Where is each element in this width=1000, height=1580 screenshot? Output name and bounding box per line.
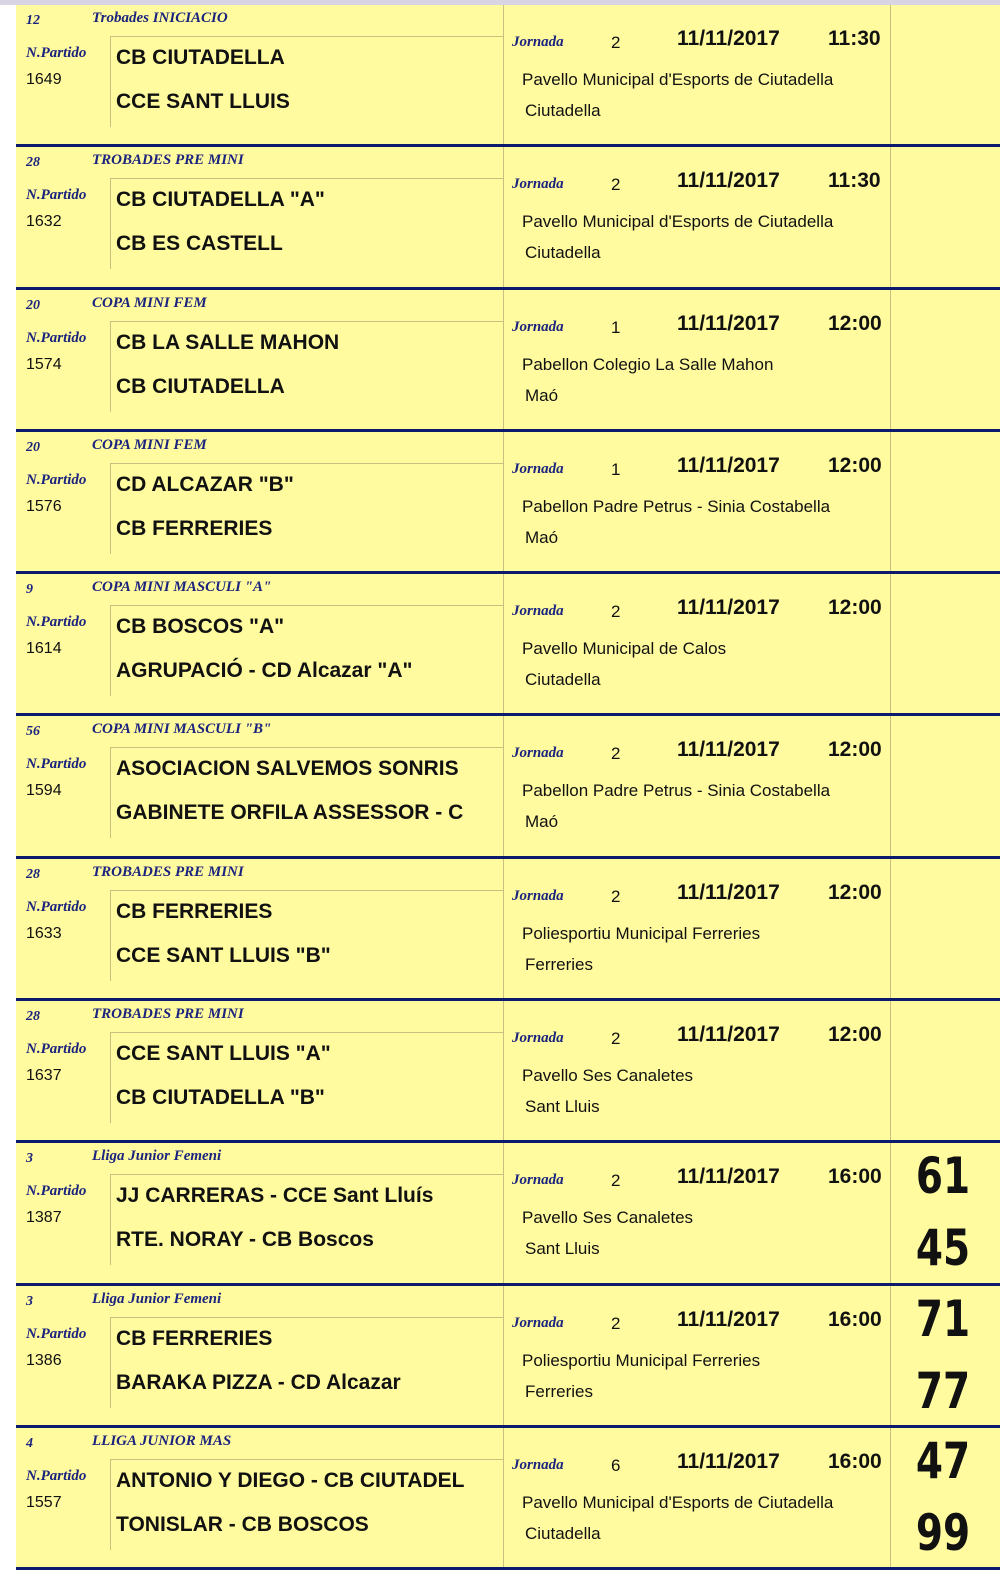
venue: Pavello Municipal d'Esports de Ciutadella <box>522 70 834 89</box>
match-number: 1387 <box>26 1209 62 1227</box>
jornada-label: Jornada <box>512 745 564 762</box>
category-number: 20 <box>26 439 40 455</box>
match-number: 1576 <box>26 497 62 515</box>
n-partido-label: N.Partido <box>26 329 87 346</box>
category-number: 4 <box>26 1435 33 1451</box>
n-partido-label: N.Partido <box>26 898 87 915</box>
match-number: 1633 <box>26 924 62 942</box>
divider <box>110 605 503 606</box>
match-time: 11:30 <box>828 27 881 50</box>
match-date: 11/11/2017 <box>677 1023 780 1047</box>
home-team: CD ALCAZAR "B" <box>116 472 294 496</box>
jornada-number: 2 <box>611 744 621 764</box>
city: Sant Lluis <box>525 1097 600 1117</box>
match-date: 11/11/2017 <box>677 596 780 620</box>
divider <box>110 1033 111 1123</box>
jornada-label: Jornada <box>512 603 564 620</box>
category-name: TROBADES PRE MINI <box>92 152 244 169</box>
match-date: 11/11/2017 <box>677 27 780 50</box>
home-team: CB LA SALLE MAHON <box>116 330 340 354</box>
category-number: 9 <box>26 582 33 598</box>
city: Ferreries <box>525 1381 594 1401</box>
city: Maó <box>525 385 559 405</box>
city: Ciutadella <box>525 670 601 690</box>
divider <box>503 5 504 144</box>
match-time: 12:00 <box>828 453 882 477</box>
match-date: 11/11/2017 <box>677 1165 780 1189</box>
match-number: 1637 <box>26 1067 62 1085</box>
match-card[interactable] <box>16 432 1000 574</box>
match-number: 1649 <box>26 71 62 88</box>
match-date: 11/11/2017 <box>677 453 780 477</box>
jornada-number: 2 <box>611 886 621 906</box>
away-team: GABINETE ORFILA ASSESSOR - C <box>116 801 464 825</box>
jornada-label: Jornada <box>512 460 564 477</box>
jornada-number: 1 <box>611 459 621 479</box>
match-time: 11:30 <box>828 169 881 193</box>
category-number: 3 <box>26 1151 33 1167</box>
divider <box>110 748 111 838</box>
divider <box>110 747 503 748</box>
jornada-number: 2 <box>611 1171 621 1191</box>
category-name: COPA MINI FEM <box>92 294 207 311</box>
city: Sant Lluis <box>525 1239 600 1259</box>
match-time: 12:00 <box>828 738 882 762</box>
jornada-label: Jornada <box>512 1314 564 1331</box>
category-name: Trobades INICIACIO <box>92 10 228 26</box>
match-list <box>16 5 1000 1570</box>
jornada-number: 2 <box>611 175 621 195</box>
match-card[interactable] <box>16 290 1000 432</box>
divider <box>503 1428 504 1567</box>
away-team: AGRUPACIÓ - CD Alcazar "A" <box>116 659 413 683</box>
match-time: 16:00 <box>828 1307 882 1331</box>
n-partido-label: N.Partido <box>26 1325 87 1342</box>
jornada-label: Jornada <box>512 1030 564 1047</box>
divider <box>503 1001 504 1140</box>
away-team: TONISLAR - CB BOSCOS <box>116 1512 369 1536</box>
divider <box>890 1143 891 1282</box>
jornada-label: Jornada <box>512 1456 564 1473</box>
n-partido-label: N.Partido <box>26 614 87 631</box>
divider <box>110 322 111 412</box>
city: Ferreries <box>525 954 594 974</box>
n-partido-label: N.Partido <box>26 471 87 488</box>
match-date: 11/11/2017 <box>677 169 780 193</box>
category-name: COPA MINI FEM <box>92 436 207 453</box>
match-card[interactable] <box>16 5 1000 147</box>
venue: Pavello Ses Canaletes <box>522 1208 694 1228</box>
city: Ciutadella <box>525 243 601 263</box>
divider <box>503 716 504 855</box>
n-partido-label: N.Partido <box>26 1041 87 1058</box>
divider <box>110 1459 503 1460</box>
n-partido-label: N.Partido <box>26 45 87 61</box>
divider <box>110 890 503 891</box>
home-score: 47 <box>915 1431 971 1490</box>
n-partido-label: N.Partido <box>26 756 87 773</box>
divider <box>503 290 504 429</box>
category-name: LLIGA JUNIOR MAS <box>92 1432 232 1449</box>
match-card[interactable] <box>16 716 1000 858</box>
category-number: 28 <box>26 155 40 171</box>
away-score: 99 <box>915 1503 971 1562</box>
match-time: 16:00 <box>828 1449 882 1473</box>
category-name: COPA MINI MASCULI "A" <box>92 579 272 596</box>
divider <box>890 5 891 144</box>
category-number: 56 <box>26 724 40 740</box>
match-date: 11/11/2017 <box>677 311 780 335</box>
city: Maó <box>525 812 559 832</box>
divider <box>503 432 504 571</box>
match-time: 16:00 <box>828 1165 882 1189</box>
home-team: ANTONIO Y DIEGO - CB CIUTADEL <box>116 1468 465 1492</box>
match-time: 12:00 <box>828 596 882 620</box>
match-number: 1557 <box>26 1493 62 1511</box>
divider <box>110 1460 111 1550</box>
category-number: 28 <box>26 866 40 882</box>
category-name: Lliga Junior Femeni <box>92 1290 222 1307</box>
divider <box>110 321 503 322</box>
divider <box>890 432 891 571</box>
match-card[interactable] <box>16 1001 1000 1143</box>
match-number: 1594 <box>26 782 62 800</box>
away-team: RTE. NORAY - CB Boscos <box>116 1228 374 1252</box>
home-team: CB CIUTADELLA <box>116 46 285 69</box>
venue: Pabellon Padre Petrus - Sinia Costabella <box>522 781 831 801</box>
jornada-number: 2 <box>611 1029 621 1049</box>
venue: Pabellon Colegio La Salle Mahon <box>522 354 774 374</box>
n-partido-label: N.Partido <box>26 1183 87 1200</box>
home-score: 71 <box>915 1289 971 1348</box>
divider <box>110 178 503 179</box>
divider <box>890 1286 891 1425</box>
venue: Poliesportiu Municipal Ferreries <box>522 923 761 943</box>
home-score: 61 <box>915 1147 971 1206</box>
category-number: 3 <box>26 1293 33 1309</box>
venue: Poliesportiu Municipal Ferreries <box>522 1350 761 1370</box>
divider <box>110 463 503 464</box>
category-name: COPA MINI MASCULI "B" <box>92 721 272 738</box>
match-card[interactable] <box>16 859 1000 1001</box>
jornada-number: 2 <box>611 602 621 622</box>
divider <box>890 716 891 855</box>
home-team: CB BOSCOS "A" <box>116 615 285 639</box>
category-name: Lliga Junior Femeni <box>92 1148 222 1165</box>
away-score: 77 <box>915 1361 971 1420</box>
away-score: 45 <box>915 1219 971 1278</box>
divider <box>110 36 503 37</box>
match-time: 12:00 <box>828 1023 882 1047</box>
match-card[interactable] <box>16 147 1000 289</box>
match-time: 12:00 <box>828 880 882 904</box>
match-number: 1632 <box>26 213 62 231</box>
venue: Pavello Municipal de Calos <box>522 639 727 659</box>
n-partido-label: N.Partido <box>26 1467 87 1484</box>
match-card[interactable] <box>16 574 1000 716</box>
divider <box>110 891 111 981</box>
category-number: 12 <box>26 13 40 28</box>
jornada-label: Jornada <box>512 887 564 904</box>
divider <box>890 574 891 713</box>
match-card[interactable] <box>16 1286 1000 1428</box>
away-team: CCE SANT LLUIS "B" <box>116 943 331 967</box>
divider <box>110 1032 503 1033</box>
away-team: CB CIUTADELLA "B" <box>116 1086 325 1110</box>
category-number: 20 <box>26 297 40 313</box>
venue: Pavello Municipal d'Esports de Ciutadella <box>522 212 834 232</box>
city: Maó <box>525 527 559 547</box>
match-card[interactable] <box>16 1143 1000 1285</box>
divider <box>110 179 111 269</box>
away-team: CCE SANT LLUIS <box>116 90 290 113</box>
divider <box>503 147 504 286</box>
match-date: 11/11/2017 <box>677 738 780 762</box>
home-team: CB CIUTADELLA "A" <box>116 188 325 212</box>
match-date: 11/11/2017 <box>677 880 780 904</box>
divider <box>110 1174 503 1175</box>
divider <box>890 859 891 998</box>
jornada-number: 6 <box>611 1455 621 1475</box>
home-team: ASOCIACION SALVEMOS SONRIS <box>116 757 459 781</box>
category-name: TROBADES PRE MINI <box>92 863 244 880</box>
away-team: BARAKA PIZZA - CD Alcazar <box>116 1370 401 1394</box>
category-name: TROBADES PRE MINI <box>92 1006 244 1023</box>
jornada-number: 2 <box>611 1313 621 1333</box>
home-team: JJ CARRERAS - CCE Sant Lluís <box>116 1184 434 1208</box>
jornada-number: 1 <box>611 317 621 337</box>
divider <box>890 1428 891 1567</box>
divider <box>503 859 504 998</box>
home-team: CCE SANT LLUIS "A" <box>116 1042 331 1066</box>
home-team: CB FERRERIES <box>116 1326 273 1350</box>
divider <box>890 1001 891 1140</box>
city: Ciutadella <box>525 1523 601 1543</box>
divider <box>503 574 504 713</box>
match-number: 1574 <box>26 355 62 373</box>
match-date: 11/11/2017 <box>677 1449 780 1473</box>
divider <box>110 1175 111 1265</box>
divider <box>110 1317 503 1318</box>
n-partido-label: N.Partido <box>26 187 87 204</box>
away-team: CB FERRERIES <box>116 516 273 540</box>
home-team: CB FERRERIES <box>116 899 273 923</box>
away-team: CB CIUTADELLA <box>116 374 285 398</box>
venue: Pavello Municipal d'Esports de Ciutadella <box>522 1492 834 1512</box>
divider <box>890 147 891 286</box>
category-number: 28 <box>26 1009 40 1025</box>
match-number: 1614 <box>26 640 62 658</box>
match-time: 12:00 <box>828 311 882 335</box>
jornada-label: Jornada <box>512 1172 564 1189</box>
jornada-label: Jornada <box>512 34 564 50</box>
jornada-label: Jornada <box>512 318 564 335</box>
venue: Pavello Ses Canaletes <box>522 1066 694 1086</box>
divider <box>890 290 891 429</box>
venue: Pabellon Padre Petrus - Sinia Costabella <box>522 496 831 516</box>
match-card[interactable] <box>16 1428 1000 1570</box>
away-team: CB ES CASTELL <box>116 232 283 256</box>
divider <box>110 37 111 127</box>
divider <box>110 464 111 554</box>
match-number: 1386 <box>26 1351 62 1369</box>
divider <box>503 1286 504 1425</box>
jornada-number: 2 <box>611 33 621 52</box>
jornada-label: Jornada <box>512 176 564 193</box>
divider <box>503 1143 504 1282</box>
divider <box>110 606 111 696</box>
city: Ciutadella <box>525 101 601 120</box>
divider <box>110 1318 111 1408</box>
match-date: 11/11/2017 <box>677 1307 780 1331</box>
